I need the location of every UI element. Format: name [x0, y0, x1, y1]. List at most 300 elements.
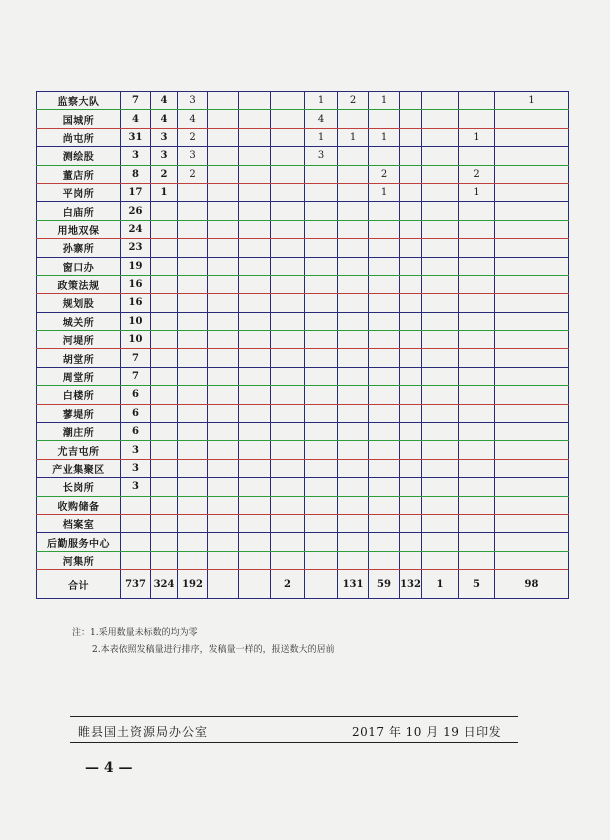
value-cell: [208, 165, 239, 183]
value-cell: [151, 202, 178, 220]
value-cell: [305, 239, 338, 257]
value-cell: [178, 441, 208, 459]
value-cell: [369, 257, 400, 275]
value-cell: [305, 570, 338, 599]
value-cell: [400, 239, 422, 257]
value-cell: [121, 496, 151, 514]
value-cell: [459, 110, 495, 128]
value-cell: [239, 165, 271, 183]
value-cell: 3: [121, 441, 151, 459]
value-cell: [305, 423, 338, 441]
value-cell: [422, 202, 459, 220]
value-cell: [459, 459, 495, 477]
table-row: [37, 331, 569, 349]
value-cell: [208, 128, 239, 146]
row-name-cell: 河堤所: [37, 331, 121, 349]
value-cell: [495, 202, 569, 220]
table-row: [37, 349, 569, 367]
value-cell: [422, 220, 459, 238]
value-cell: [178, 220, 208, 238]
stats-table-body: [37, 92, 569, 599]
value-cell: [338, 459, 369, 477]
value-cell: [400, 220, 422, 238]
value-cell: [208, 367, 239, 385]
value-cell: [338, 441, 369, 459]
value-cell: [459, 533, 495, 551]
value-cell: [369, 367, 400, 385]
value-cell: [495, 349, 569, 367]
value-cell: [178, 551, 208, 569]
value-cell: [400, 404, 422, 422]
value-cell: [495, 312, 569, 330]
value-cell: [459, 202, 495, 220]
value-cell: [459, 92, 495, 110]
value-cell: 7: [121, 92, 151, 110]
value-cell: [208, 294, 239, 312]
table-row: [37, 496, 569, 514]
value-cell: 4: [121, 110, 151, 128]
value-cell: [239, 312, 271, 330]
value-cell: [271, 183, 305, 201]
row-name-cell: 规划股: [37, 294, 121, 312]
value-cell: [422, 533, 459, 551]
value-cell: [239, 478, 271, 496]
row-name-cell: 政策法规: [37, 275, 121, 293]
value-cell: [239, 110, 271, 128]
value-cell: [422, 404, 459, 422]
value-cell: [151, 349, 178, 367]
value-cell: 1: [369, 128, 400, 146]
value-cell: [459, 147, 495, 165]
value-cell: [239, 570, 271, 599]
value-cell: [239, 423, 271, 441]
value-cell: [178, 312, 208, 330]
value-cell: [422, 331, 459, 349]
table-row: [37, 423, 569, 441]
stats-table: [36, 91, 569, 599]
value-cell: 7: [121, 367, 151, 385]
value-cell: [400, 533, 422, 551]
table-row: [37, 275, 569, 293]
value-cell: 192: [178, 570, 208, 599]
value-cell: [305, 386, 338, 404]
row-name-cell: 收购储备: [37, 496, 121, 514]
value-cell: [400, 478, 422, 496]
value-cell: [239, 92, 271, 110]
value-cell: 1: [369, 183, 400, 201]
value-cell: [422, 257, 459, 275]
value-cell: [271, 202, 305, 220]
value-cell: [369, 551, 400, 569]
value-cell: [271, 331, 305, 349]
value-cell: [338, 423, 369, 441]
value-cell: [369, 514, 400, 532]
value-cell: [121, 533, 151, 551]
value-cell: 4: [305, 110, 338, 128]
value-cell: [369, 386, 400, 404]
row-name-cell: 档案室: [37, 514, 121, 532]
value-cell: [305, 367, 338, 385]
value-cell: [239, 514, 271, 532]
row-name-cell: 产业集聚区: [37, 459, 121, 477]
table-row: [37, 202, 569, 220]
value-cell: [305, 514, 338, 532]
value-cell: [151, 459, 178, 477]
value-cell: [271, 294, 305, 312]
value-cell: [338, 294, 369, 312]
row-name-cell: 尤吉屯所: [37, 441, 121, 459]
row-name-cell: 后勤服务中心: [37, 533, 121, 551]
value-cell: [422, 128, 459, 146]
value-cell: [369, 533, 400, 551]
value-cell: 2: [178, 165, 208, 183]
value-cell: [459, 257, 495, 275]
value-cell: [459, 404, 495, 422]
table-row: [37, 220, 569, 238]
value-cell: [239, 533, 271, 551]
value-cell: [400, 257, 422, 275]
value-cell: [271, 514, 305, 532]
value-cell: [208, 275, 239, 293]
value-cell: [495, 257, 569, 275]
value-cell: [459, 349, 495, 367]
value-cell: [151, 312, 178, 330]
value-cell: [338, 275, 369, 293]
value-cell: [239, 331, 271, 349]
value-cell: [151, 331, 178, 349]
notes: [72, 625, 335, 659]
value-cell: 5: [459, 570, 495, 599]
value-cell: [178, 331, 208, 349]
value-cell: [239, 239, 271, 257]
value-cell: [459, 367, 495, 385]
value-cell: [422, 110, 459, 128]
value-cell: [178, 294, 208, 312]
value-cell: [178, 514, 208, 532]
value-cell: [338, 349, 369, 367]
value-cell: [239, 551, 271, 569]
value-cell: [271, 128, 305, 146]
value-cell: [178, 533, 208, 551]
value-cell: [495, 386, 569, 404]
value-cell: [271, 239, 305, 257]
value-cell: [369, 202, 400, 220]
value-cell: 26: [121, 202, 151, 220]
value-cell: [271, 459, 305, 477]
row-name-cell: 窗口办: [37, 257, 121, 275]
value-cell: [178, 202, 208, 220]
value-cell: [400, 386, 422, 404]
value-cell: [400, 441, 422, 459]
table-row: [37, 128, 569, 146]
value-cell: 17: [121, 183, 151, 201]
value-cell: [338, 257, 369, 275]
value-cell: 4: [178, 110, 208, 128]
value-cell: [495, 478, 569, 496]
value-cell: [208, 514, 239, 532]
value-cell: [422, 423, 459, 441]
table-row: [37, 294, 569, 312]
value-cell: 6: [121, 423, 151, 441]
value-cell: [369, 110, 400, 128]
value-cell: [271, 386, 305, 404]
value-cell: [495, 220, 569, 238]
value-cell: [400, 423, 422, 441]
value-cell: [271, 312, 305, 330]
value-cell: 98: [495, 570, 569, 599]
value-cell: [495, 147, 569, 165]
value-cell: [208, 202, 239, 220]
table-row: [37, 441, 569, 459]
value-cell: [338, 514, 369, 532]
value-cell: [459, 496, 495, 514]
value-cell: [369, 349, 400, 367]
value-cell: 2: [459, 165, 495, 183]
value-cell: [422, 349, 459, 367]
value-cell: [208, 496, 239, 514]
value-cell: [239, 202, 271, 220]
value-cell: [459, 312, 495, 330]
value-cell: [305, 441, 338, 459]
value-cell: [271, 147, 305, 165]
value-cell: [239, 220, 271, 238]
value-cell: [305, 331, 338, 349]
value-cell: [178, 496, 208, 514]
value-cell: 3: [121, 478, 151, 496]
value-cell: [338, 367, 369, 385]
value-cell: [495, 275, 569, 293]
value-cell: [459, 239, 495, 257]
value-cell: [208, 386, 239, 404]
table-row: [37, 367, 569, 385]
value-cell: 4: [151, 110, 178, 128]
value-cell: [208, 239, 239, 257]
value-cell: [422, 496, 459, 514]
value-cell: 10: [121, 331, 151, 349]
value-cell: 3: [121, 459, 151, 477]
table-row: [37, 404, 569, 422]
value-cell: [208, 110, 239, 128]
value-cell: 31: [121, 128, 151, 146]
row-name-cell: 平岗所: [37, 183, 121, 201]
value-cell: [422, 239, 459, 257]
value-cell: [178, 386, 208, 404]
value-cell: [400, 110, 422, 128]
value-cell: [239, 404, 271, 422]
row-name-cell: 城关所: [37, 312, 121, 330]
value-cell: [271, 349, 305, 367]
table-row: [37, 533, 569, 551]
value-cell: [400, 312, 422, 330]
value-cell: [151, 551, 178, 569]
value-cell: [305, 202, 338, 220]
value-cell: 131: [338, 570, 369, 599]
value-cell: 2: [151, 165, 178, 183]
value-cell: [400, 147, 422, 165]
value-cell: [338, 312, 369, 330]
footer-issuer: 睢县国土资源局办公室: [78, 725, 209, 739]
table-row: [37, 551, 569, 569]
value-cell: [208, 92, 239, 110]
value-cell: [151, 441, 178, 459]
value-cell: [239, 275, 271, 293]
value-cell: [208, 147, 239, 165]
value-cell: [422, 294, 459, 312]
footer-bottom-rule: [70, 742, 518, 743]
value-cell: [305, 312, 338, 330]
value-cell: 3: [305, 147, 338, 165]
row-name-cell: 白楼所: [37, 386, 121, 404]
value-cell: 1: [151, 183, 178, 201]
row-name-cell: 潮庄所: [37, 423, 121, 441]
value-cell: [338, 110, 369, 128]
value-cell: [271, 441, 305, 459]
value-cell: [271, 220, 305, 238]
value-cell: [400, 92, 422, 110]
row-name-cell: 周堂所: [37, 367, 121, 385]
value-cell: 6: [121, 386, 151, 404]
row-name-cell: 蓼堤所: [37, 404, 121, 422]
value-cell: [151, 496, 178, 514]
value-cell: [178, 257, 208, 275]
value-cell: 16: [121, 275, 151, 293]
value-cell: 2: [369, 165, 400, 183]
value-cell: [271, 257, 305, 275]
value-cell: [178, 367, 208, 385]
value-cell: [151, 514, 178, 532]
value-cell: [271, 478, 305, 496]
value-cell: [338, 239, 369, 257]
value-cell: [239, 349, 271, 367]
value-cell: [422, 183, 459, 201]
table-row: [37, 459, 569, 477]
value-cell: 1: [422, 570, 459, 599]
value-cell: [151, 533, 178, 551]
table-row: [37, 110, 569, 128]
value-cell: [422, 478, 459, 496]
value-cell: [400, 128, 422, 146]
value-cell: [369, 404, 400, 422]
value-cell: [495, 459, 569, 477]
value-cell: [422, 459, 459, 477]
value-cell: [151, 239, 178, 257]
value-cell: [495, 367, 569, 385]
table-row: [37, 92, 569, 110]
value-cell: [459, 423, 495, 441]
value-cell: [338, 386, 369, 404]
value-cell: [178, 478, 208, 496]
value-cell: 1: [459, 128, 495, 146]
value-cell: [338, 478, 369, 496]
value-cell: [208, 441, 239, 459]
value-cell: [239, 496, 271, 514]
value-cell: 1: [459, 183, 495, 201]
value-cell: [338, 551, 369, 569]
value-cell: [369, 147, 400, 165]
value-cell: [338, 183, 369, 201]
value-cell: [338, 220, 369, 238]
value-cell: 2: [338, 92, 369, 110]
value-cell: [151, 367, 178, 385]
value-cell: 1: [305, 92, 338, 110]
value-cell: [400, 514, 422, 532]
value-cell: [208, 423, 239, 441]
footer-top-rule: [70, 716, 518, 717]
value-cell: [400, 367, 422, 385]
value-cell: 2: [178, 128, 208, 146]
value-cell: [400, 496, 422, 514]
value-cell: 132: [400, 570, 422, 599]
value-cell: [151, 294, 178, 312]
value-cell: [369, 275, 400, 293]
value-cell: [338, 533, 369, 551]
value-cell: [305, 257, 338, 275]
value-cell: [178, 183, 208, 201]
value-cell: 8: [121, 165, 151, 183]
value-cell: [178, 239, 208, 257]
value-cell: [305, 459, 338, 477]
value-cell: [208, 220, 239, 238]
value-cell: [369, 459, 400, 477]
value-cell: [495, 294, 569, 312]
value-cell: [208, 459, 239, 477]
value-cell: [121, 551, 151, 569]
value-cell: [178, 459, 208, 477]
row-name-cell: 董店所: [37, 165, 121, 183]
value-cell: [422, 386, 459, 404]
value-cell: [495, 551, 569, 569]
value-cell: [305, 220, 338, 238]
value-cell: [208, 257, 239, 275]
value-cell: [400, 349, 422, 367]
value-cell: [422, 275, 459, 293]
value-cell: [151, 220, 178, 238]
value-cell: [239, 367, 271, 385]
value-cell: [338, 331, 369, 349]
value-cell: 3: [151, 147, 178, 165]
value-cell: [422, 367, 459, 385]
value-cell: [369, 423, 400, 441]
value-cell: [338, 404, 369, 422]
value-cell: 1: [369, 92, 400, 110]
value-cell: [495, 183, 569, 201]
value-cell: [271, 551, 305, 569]
table-row: [37, 386, 569, 404]
table-row: [37, 183, 569, 201]
table-row: [37, 257, 569, 275]
row-name-cell: 测绘股: [37, 147, 121, 165]
value-cell: [208, 570, 239, 599]
value-cell: [151, 386, 178, 404]
value-cell: [178, 349, 208, 367]
value-cell: [400, 202, 422, 220]
value-cell: [495, 441, 569, 459]
value-cell: [459, 386, 495, 404]
value-cell: [271, 533, 305, 551]
value-cell: [459, 294, 495, 312]
value-cell: [208, 183, 239, 201]
value-cell: [271, 275, 305, 293]
value-cell: [459, 551, 495, 569]
value-cell: [400, 551, 422, 569]
value-cell: [271, 404, 305, 422]
value-cell: [495, 404, 569, 422]
value-cell: [400, 183, 422, 201]
value-cell: [151, 423, 178, 441]
value-cell: [271, 367, 305, 385]
value-cell: [369, 220, 400, 238]
value-cell: [369, 496, 400, 514]
